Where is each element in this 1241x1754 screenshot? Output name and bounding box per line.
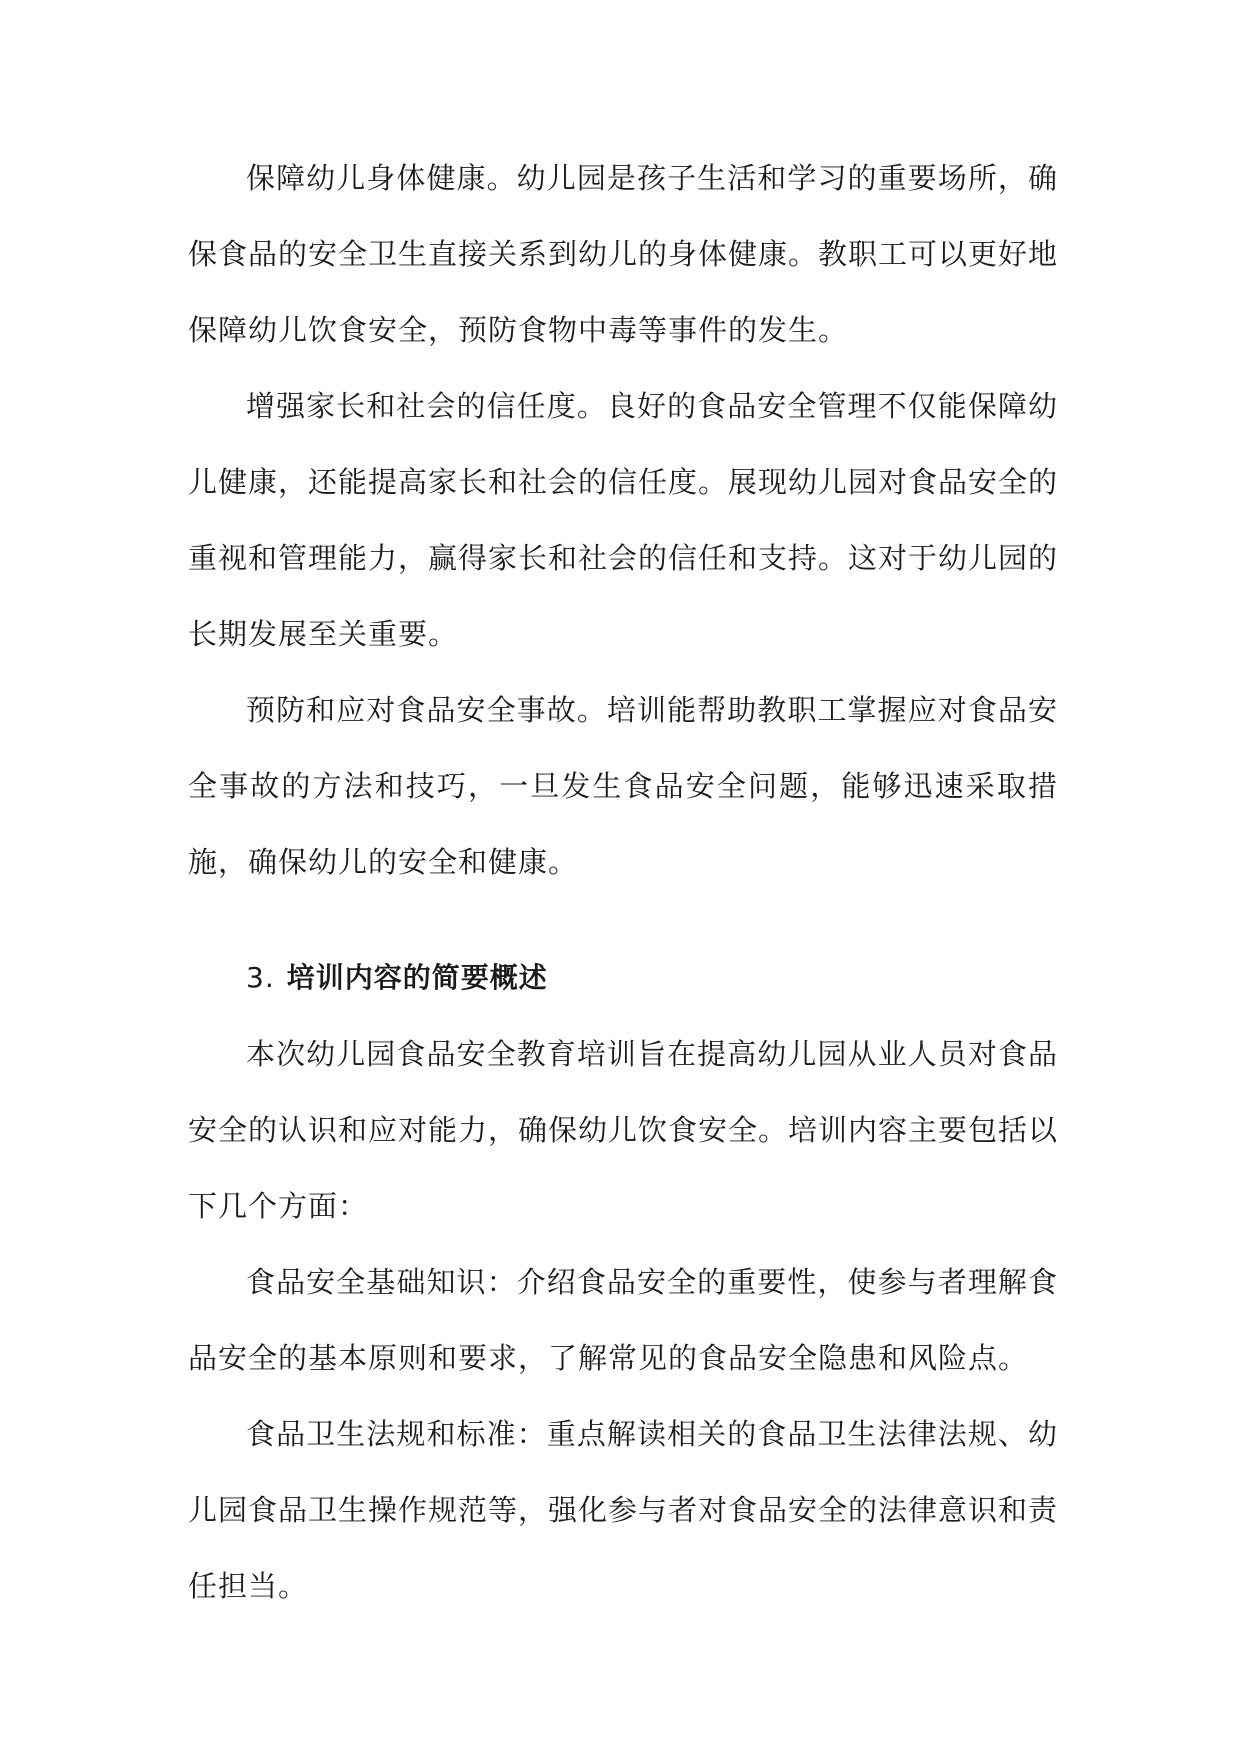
section-title: 培训内容的简要概述 [286,961,548,994]
paragraph-food-safety-basics: 食品安全基础知识：介绍食品安全的重要性，使参与者理解食品安全的基本原则和要求，了解常见的食品安全隐患和风险点。 [188,1265,1058,1375]
section-heading [188,940,1058,1016]
section-number: 3. [246,961,275,994]
paragraph-parent-trust: 增强家长和社会的信任度。良好的食品安全管理不仅能保障幼儿健康，还能提高家长和社会的信任度。展现幼儿园对食品安全的重视和管理能力，赢得家长和社会的信任和支持。这对于幼儿园的长期发展至关重要。 [188,389,1059,651]
paragraph-incident-prevention: 预防和应对食品安全事故。培训能帮助教职工掌握应对食品安全事故的方法和技巧，一旦发生食品安全问题，能够迅速采取措施，确保幼儿的安全和健康。 [188,693,1058,879]
document-body [188,140,1058,1624]
paragraph-training-overview: 本次幼儿园食品安全教育培训旨在提高幼儿园从业人员对食品安全的认识和应对能力，确保幼儿饮食安全。培训内容主要包括以下几个方面： [188,1037,1059,1223]
paragraph-child-health: 保障幼儿身体健康。幼儿园是孩子生活和学习的重要场所，确保食品的安全卫生直接关系到幼儿的身体健康。教职工可以更好地保障幼儿饮食安全，预防食物中毒等事件的发生。 [188,161,1059,347]
paragraph-hygiene-regulations: 食品卫生法规和标准：重点解读相关的食品卫生法律法规、幼儿园食品卫生操作规范等，强化参与者对食品安全的法律意识和责任担当。 [188,1417,1059,1603]
